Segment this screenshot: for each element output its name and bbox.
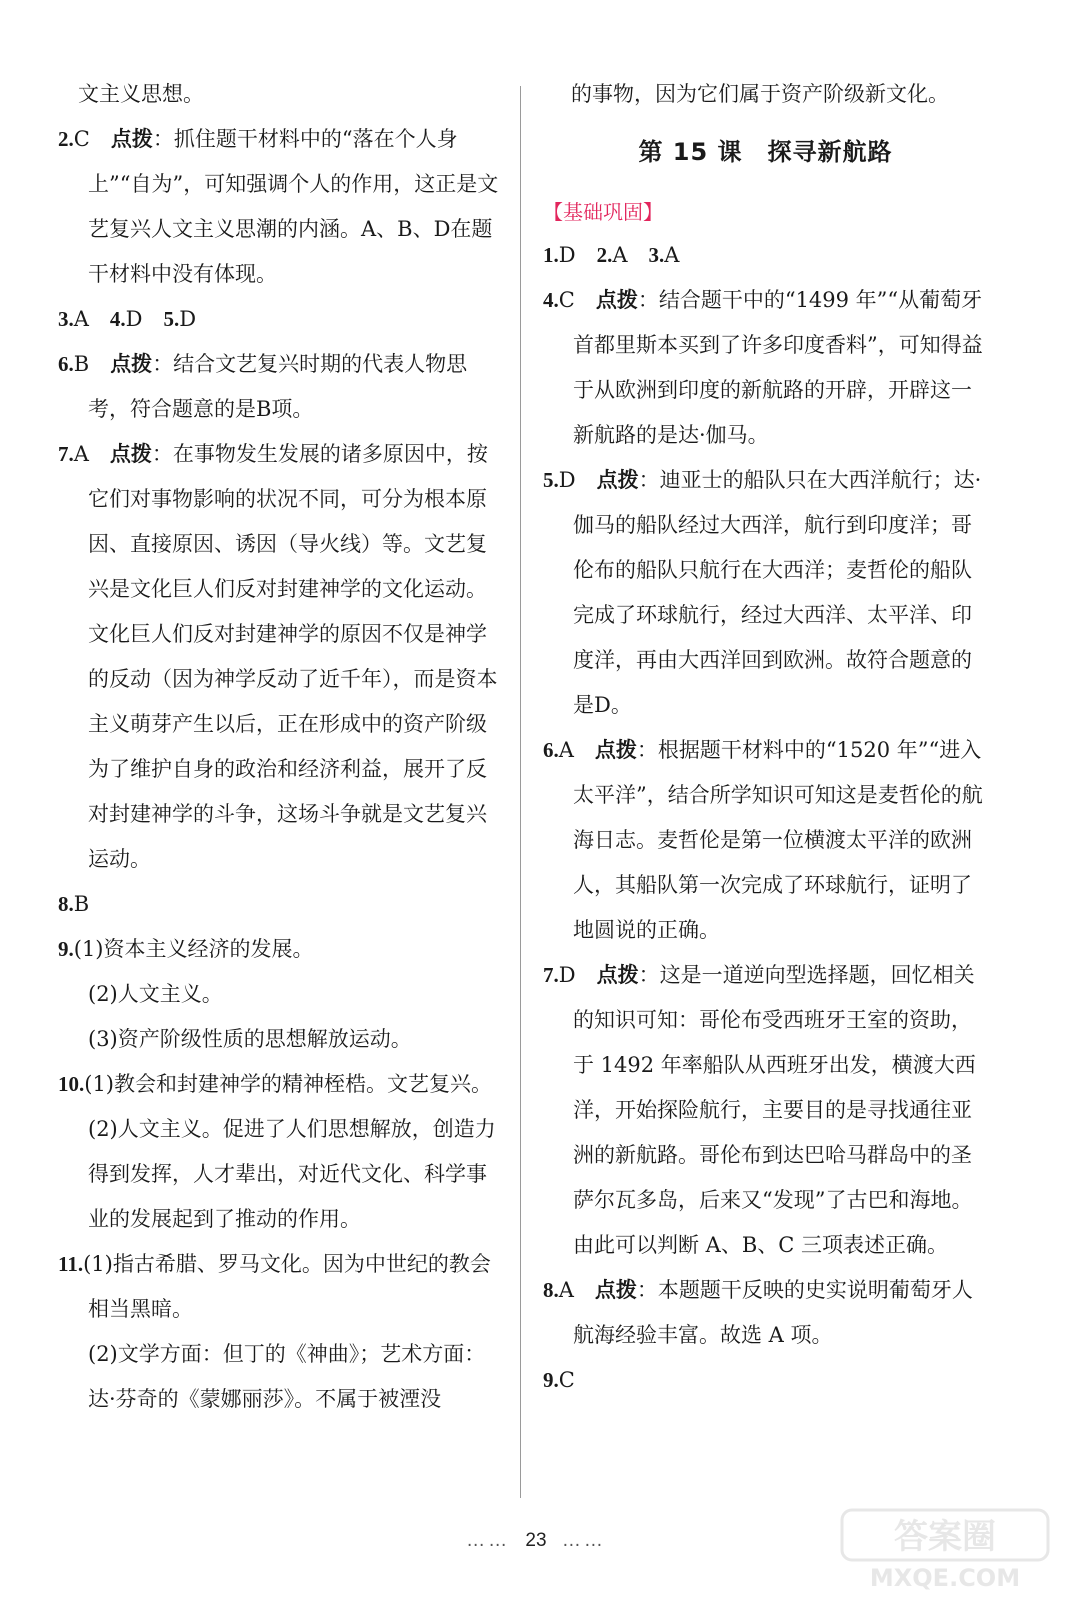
answer-item-9-sub: (2)人文主义。: [88, 982, 223, 1006]
answer-item-11-sub: (2)文学方面：但丁的《神曲》；艺术方面：达·芬奇的《蒙娜丽莎》。不属于被湮没: [88, 1342, 486, 1411]
dots-right: ……: [561, 1530, 606, 1551]
section-tag: 【基础巩固】: [543, 200, 663, 224]
answer-item-2: 2.C 点拨：抓住题干材料中的“落在个人身上”“自为”，可知强调个人的作用，这正是文艺复兴人文主义思潮的内涵。A、B、D在题干材料中没有体现。: [58, 127, 499, 286]
continued-text: 的事物，因为它们属于资产阶级新文化。: [571, 82, 949, 106]
answer-item-6: 6.A 点拨：根据题干材料中的“1520 年”“进入太平洋”，结合所学知识可知这是麦哲伦的航海日志。麦哲伦是第一位横渡太平洋的欧洲人，其船队第一次完成了环球航行，证明了地圆说的正确。: [543, 738, 983, 942]
answer-item-7: 7.A 点拨：在事物发生发展的诸多原因中，按它们对事物影响的状况不同，可分为根本原因、直接原因、诱因（导火线）等。文艺复兴是文化巨人们反对封建神学的文化运动。文化巨人们反对封建神学的原因不仅是神学的反动（因为神学反动了近千年），而是资本主义萌芽产生以后，正在形成中的资产阶级为了维护自身的政治和经济利益，展开了反对封建神学的斗争，这场斗争就是文艺复兴运动。: [58, 442, 498, 871]
page-number-value: 23: [525, 1530, 547, 1551]
answer-item-6: 6.B 点拨：结合文艺复兴时期的代表人物思考，符合题意的是B项。: [58, 352, 468, 421]
svg-text:MXQE.COM: MXQE.COM: [869, 1564, 1021, 1592]
answer-item-3-5: 3.A 4.D 5.D: [58, 307, 197, 331]
answer-item-10: 10.(1)教会和封建神学的精神桎梏。文艺复兴。: [58, 1072, 492, 1096]
continued-text: 文主义思想。: [78, 82, 204, 106]
answer-item-9: 9.C: [543, 1368, 575, 1392]
answer-item-4: 4.C 点拨：结合题干中的“1499 年”“从葡萄牙首都里斯本买到了许多印度香料”，可知得益于从欧洲到印度的新航路的开辟，开辟这一新航路的是达·伽马。: [543, 288, 983, 447]
watermark-logo: [838, 1504, 1058, 1592]
left-column: [58, 72, 503, 1422]
answer-item-1-3: 1.D 2.A 3.A: [543, 243, 680, 267]
answer-item-7: 7.D 点拨：这是一道逆向型选择题，回忆相关的知识可知：哥伦布受西班牙王室的资助，于 1492 年率船队从西班牙出发，横渡大西洋，开始探险航行，主要目的是寻找通往亚洲的新航路。哥伦布到达巴哈马群岛中的圣萨尔瓦多岛，后来又“发现”了古巴和海地。由此可以判断 A、B、C 三项表述正确。: [543, 963, 976, 1257]
column-divider: [520, 86, 521, 1498]
dots-left: ……: [466, 1530, 511, 1551]
lesson-title: 第 15 课 探寻新航路: [638, 138, 893, 166]
answer-item-9: 9.(1)资本主义经济的发展。: [58, 937, 314, 961]
answer-item-8: 8.A 点拨：本题题干反映的史实说明葡萄牙人航海经验丰富。故选 A 项。: [543, 1278, 973, 1347]
answer-item-5: 5.D 点拨：迪亚士的船队只在大西洋航行；达·伽马的船队经过大西洋，航行到印度洋；哥伦布的船队只航行在大西洋；麦哲伦的船队完成了环球航行，经过大西洋、太平洋、印度洋，再由大西洋回到欧洲。故符合题意的是D。: [543, 468, 982, 717]
answer-item-9-sub: (3)资产阶级性质的思想解放运动。: [88, 1027, 412, 1051]
answer-item-11: 11.(1)指古希腊、罗马文化。因为中世纪的教会相当黑暗。: [58, 1252, 491, 1321]
svg-text:答案圈: 答案圈: [894, 1517, 996, 1557]
answer-item-8: 8.B: [58, 892, 90, 916]
answer-item-10-sub: (2)人文主义。促进了人们思想解放，创造力得到发挥，人才辈出，对近代文化、科学事业的发展起到了推动的作用。: [88, 1117, 496, 1231]
right-column: [543, 72, 988, 1403]
